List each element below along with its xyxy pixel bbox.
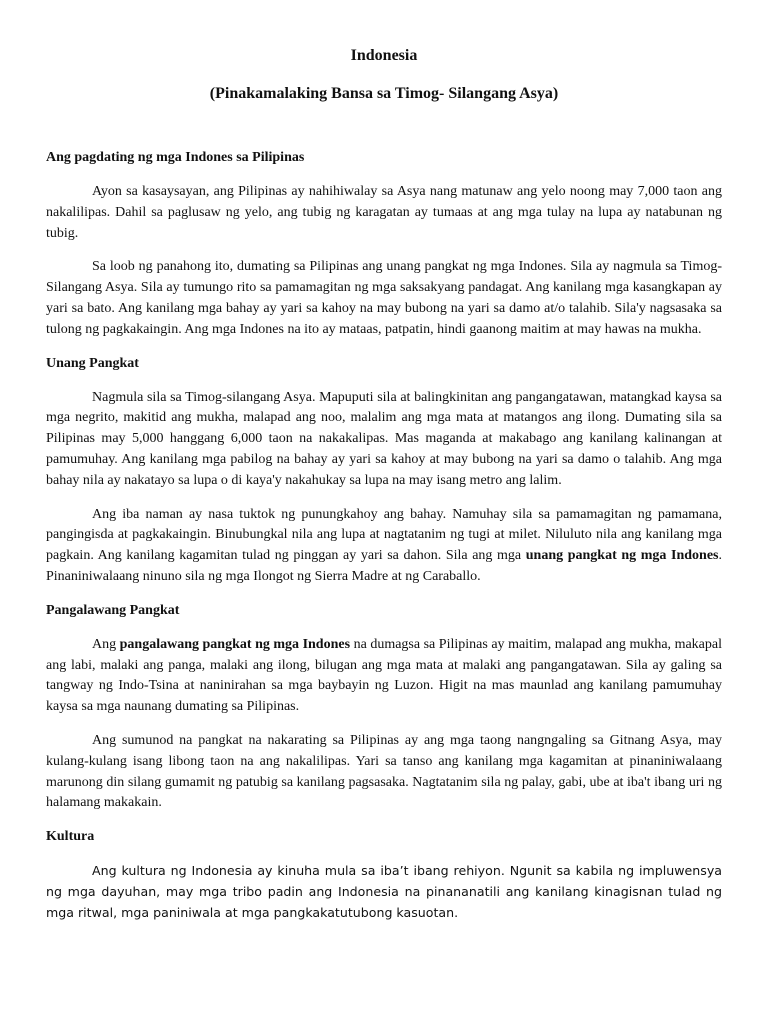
bold-text: pangalawang pangkat ng mga Indones	[119, 636, 351, 652]
bold-text: unang pangkat ng mga Indones	[525, 548, 719, 564]
text-run: na dumagsa sa Pilipinas ay maitim, malapad ang mukha, makapal ang labi, malaki ang panga, malaki ang ilong, bilugan ang mga mata at malaki ang pangangatawan. Sila ay galing sa tangway ng Indo-Tsina at naninirahan sa mga baybayin ng Luzon. Higit na mas maunlad ang kanilang pamumuhay kaysa sa mga naunang dumating sa Pilipinas.	[46, 636, 722, 715]
paragraph: Nagmula sila sa Timog-silangang Asya. Mapuputi sila at balingkinitan ang pangangatawan, matangkad kaysa sa mga negrito, makitid ang mukha, malapad ang noo, malalim ang mga mata at matangos ang ilong. Dumating sila sa Pilipinas may 5,000 hanggang 6,000 taon na nakakalipas. Mas maganda at makabago ang kanilang kalinangan at pamumuhay. Ang kanilang mga pabilog na bahay ay yari sa kahoy at may bubong na yari sa damo o talahib. Ang mga bahay nila ay nakatayo sa lupa o di kaya'y nakahukay sa lupa na may isang metro ang lalim.	[46, 389, 722, 488]
document-subtitle: (Pinakamalaking Bansa sa Timog- Silangang Asya)	[209, 85, 559, 102]
text-run: Ang	[92, 636, 120, 652]
paragraph	[46, 635, 722, 718]
text-run: Ang iba naman ay nasa tuktok ng punungkahoy ang bahay. Namuhay sila sa pamamagitan ng pamamana, pangingisda at pagkakaingin. Binubungkal nila ang lupa at nagtatanim ng tugi at milet. Niluluto nila ang kanilang mga pagkain. Ang kanilang kagamitan tulad ng pinggan ay yari sa dahon. Sila ang mga	[46, 506, 722, 564]
paragraph	[46, 505, 722, 588]
section-heading-kultura: Kultura	[46, 829, 95, 845]
paragraph: Ang kultura ng Indonesia ay kinuha mula sa iba’t ibang rehiyon. Ngunit sa kabila ng impluwensya ng mga dayuhan, may mga tribo padin ang Indonesia na pinananatili ang kanilang kinagisnan tulad ng mga ritwal, mga paniniwala at mga pangkakatutubong kasuotan.	[46, 863, 722, 920]
section-heading-pangalawang-pangkat: Pangalawang Pangkat	[46, 602, 180, 618]
paragraph: Ayon sa kasaysayan, ang Pilipinas ay nahihiwalay sa Asya nang matunaw ang yelo noong may 7,000 taon ang nakalilipas. Dahil sa paglusaw ng yelo, ang tubig ng karagatan ay tumaas at ang mga tulay na lupa ay natabunan ng tubig.	[46, 184, 722, 241]
paragraph: Ang sumunod na pangkat na nakarating sa Pilipinas ay ang mga taong nangngaling sa Gitnang Asya, may kulang-kulang isang libong taon na ang nakalilipas. Yari sa tanso ang kanilang mga kagamitan at pinaniniwalaang marunong din silang gumamit ng patubig sa kanilang pagsasaka. Nagtatanim sila ng palay, gabi, ube at iba't ibang uri ng halamang makakain.	[46, 732, 722, 811]
section-heading-unang-pangkat: Unang Pangkat	[46, 355, 139, 371]
paragraph: Sa loob ng panahong ito, dumating sa Pilipinas ang unang pangkat ng mga Indones. Sila ay nagmula sa Timog-Silangang Asya. Sila ay tumungo rito sa pamamagitan ng mga saksakyang pandagat. Ang kanilang mga kasangkapan ay yari sa bato. Ang kanilang mga bahay ay yari sa kahoy na may bubong na yari sa damo at/o talahib. Sila'y nagsasaka sa tulong ng pagkakaingin. Ang mga Indones na ito ay mataas, patpatin, hindi gaanong maitim at may hawas na mukha.	[46, 259, 722, 337]
section-heading-pagdating: Ang pagdating ng mga Indones sa Pilipinas	[46, 150, 305, 165]
document-title: Indonesia	[350, 47, 418, 64]
text-run: . Pinaniniwalaang ninuno sila ng mga Ilongot ng Sierra Madre at ng Caraballo.	[46, 548, 722, 584]
